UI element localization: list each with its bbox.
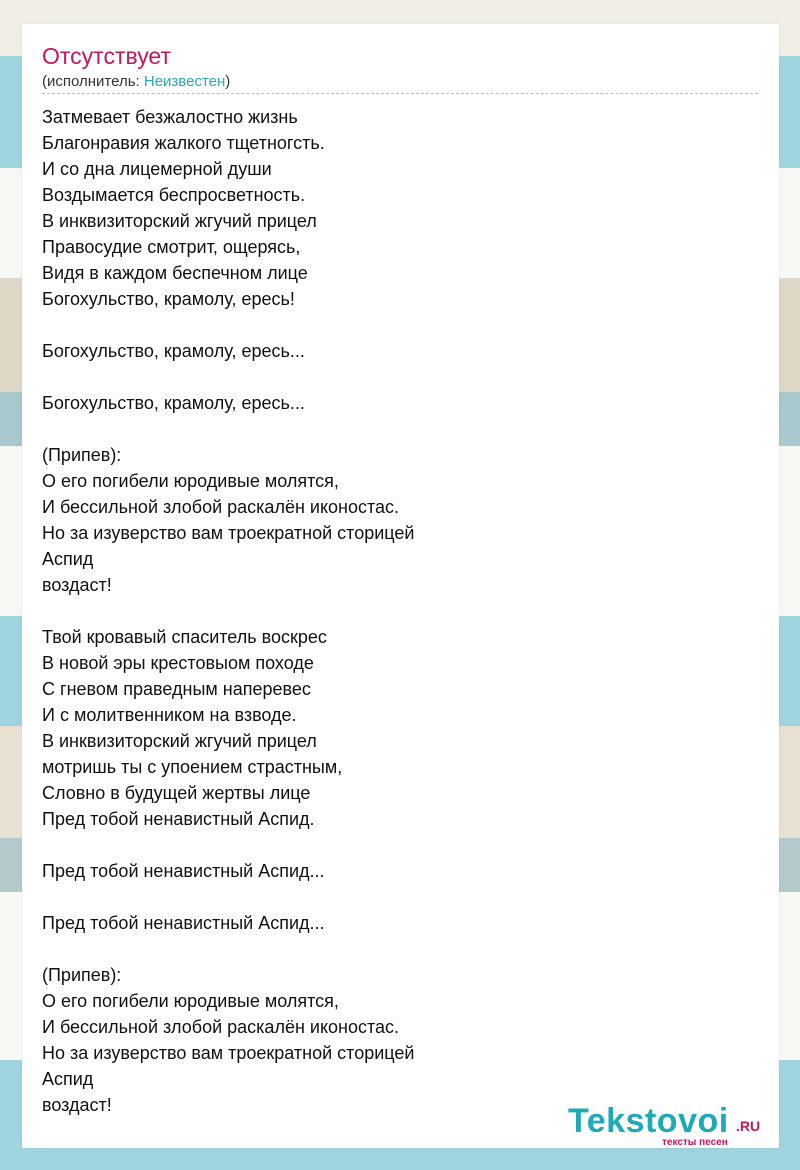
lyric-line: О его погибели юродивые молятся, bbox=[42, 991, 339, 1011]
artist-prefix: (исполнитель: bbox=[42, 73, 144, 90]
lyrics-text bbox=[42, 104, 742, 1118]
lyric-line: И бессильной злобой раскалён иконостас. bbox=[42, 497, 400, 517]
logo-wordmark: Tekstovoi bbox=[568, 1102, 729, 1140]
lyric-line: Но за изуверство вам троекратной сторицей bbox=[42, 523, 415, 543]
lyric-line: Аспид bbox=[42, 549, 94, 569]
lyric-line: И с молитвенником на взводе. bbox=[42, 705, 297, 725]
lyric-line: В новой эры крестовыом походе bbox=[42, 653, 314, 673]
lyric-line: Богохульство, крамолу, ересь... bbox=[42, 341, 305, 361]
lyric-line: Пред тобой ненавистный Аспид... bbox=[42, 861, 325, 881]
lyric-line: воздаст! bbox=[42, 575, 112, 595]
lyric-line: Пред тобой ненавистный Аспид... bbox=[42, 913, 325, 933]
lyric-line bbox=[42, 416, 742, 442]
lyric-line: Но за изуверство вам троекратной сторицей bbox=[42, 1043, 415, 1063]
lyric-line: воздаст! bbox=[42, 1095, 112, 1115]
lyric-line: (Припев): bbox=[42, 445, 122, 465]
lyric-line: В инквизиторский жгучий прицел bbox=[42, 211, 317, 231]
lyric-line: Словно в будущей жертвы лице bbox=[42, 783, 311, 803]
header-divider bbox=[42, 93, 758, 94]
lyric-line: Богохульство, крамолу, ересь! bbox=[42, 289, 295, 309]
lyrics-card bbox=[22, 24, 779, 1148]
artist-line bbox=[42, 73, 230, 91]
song-title: Отсутствует bbox=[42, 43, 171, 69]
lyric-line: Затмевает безжалостно жизнь bbox=[42, 107, 298, 127]
lyric-line bbox=[42, 936, 742, 962]
lyric-line bbox=[42, 598, 742, 624]
lyric-line bbox=[42, 364, 742, 390]
lyric-line: Правосудие смотрит, ощерясь, bbox=[42, 237, 301, 257]
lyric-line: Видя в каждом беспечном лице bbox=[42, 263, 308, 283]
lyric-line: Твой кровавый спаситель воскрес bbox=[42, 627, 327, 647]
lyric-line: Пред тобой ненавистный Аспид. bbox=[42, 809, 315, 829]
logo-domain: .RU bbox=[736, 1118, 761, 1134]
lyric-line: О его погибели юродивые молятся, bbox=[42, 471, 339, 491]
lyric-line: В инквизиторский жгучий прицел bbox=[42, 731, 317, 751]
site-logo[interactable] bbox=[568, 1102, 773, 1152]
lyric-line bbox=[42, 312, 742, 338]
lyric-line: (Припев): bbox=[42, 965, 122, 985]
artist-link[interactable]: Неизвестен bbox=[143, 73, 226, 90]
lyric-line: Аспид bbox=[42, 1069, 94, 1089]
lyric-line: мотришь ты с упоением страстным, bbox=[42, 757, 343, 777]
lyric-line: Благонравия жалкого тщетногсть. bbox=[42, 133, 325, 153]
logo-tagline: тексты песен bbox=[662, 1137, 728, 1148]
lyric-line: Богохульство, крамолу, ересь... bbox=[42, 393, 305, 413]
artist-suffix: ) bbox=[225, 73, 231, 90]
lyric-line bbox=[42, 832, 742, 858]
lyric-line: И со дна лицемерной души bbox=[42, 159, 272, 179]
lyric-line: С гневом праведным наперевес bbox=[42, 679, 311, 699]
lyric-line: И бессильной злобой раскалён иконостас. bbox=[42, 1017, 400, 1037]
lyric-line: Воздымается беспросветность. bbox=[42, 185, 306, 205]
lyric-line bbox=[42, 884, 742, 910]
